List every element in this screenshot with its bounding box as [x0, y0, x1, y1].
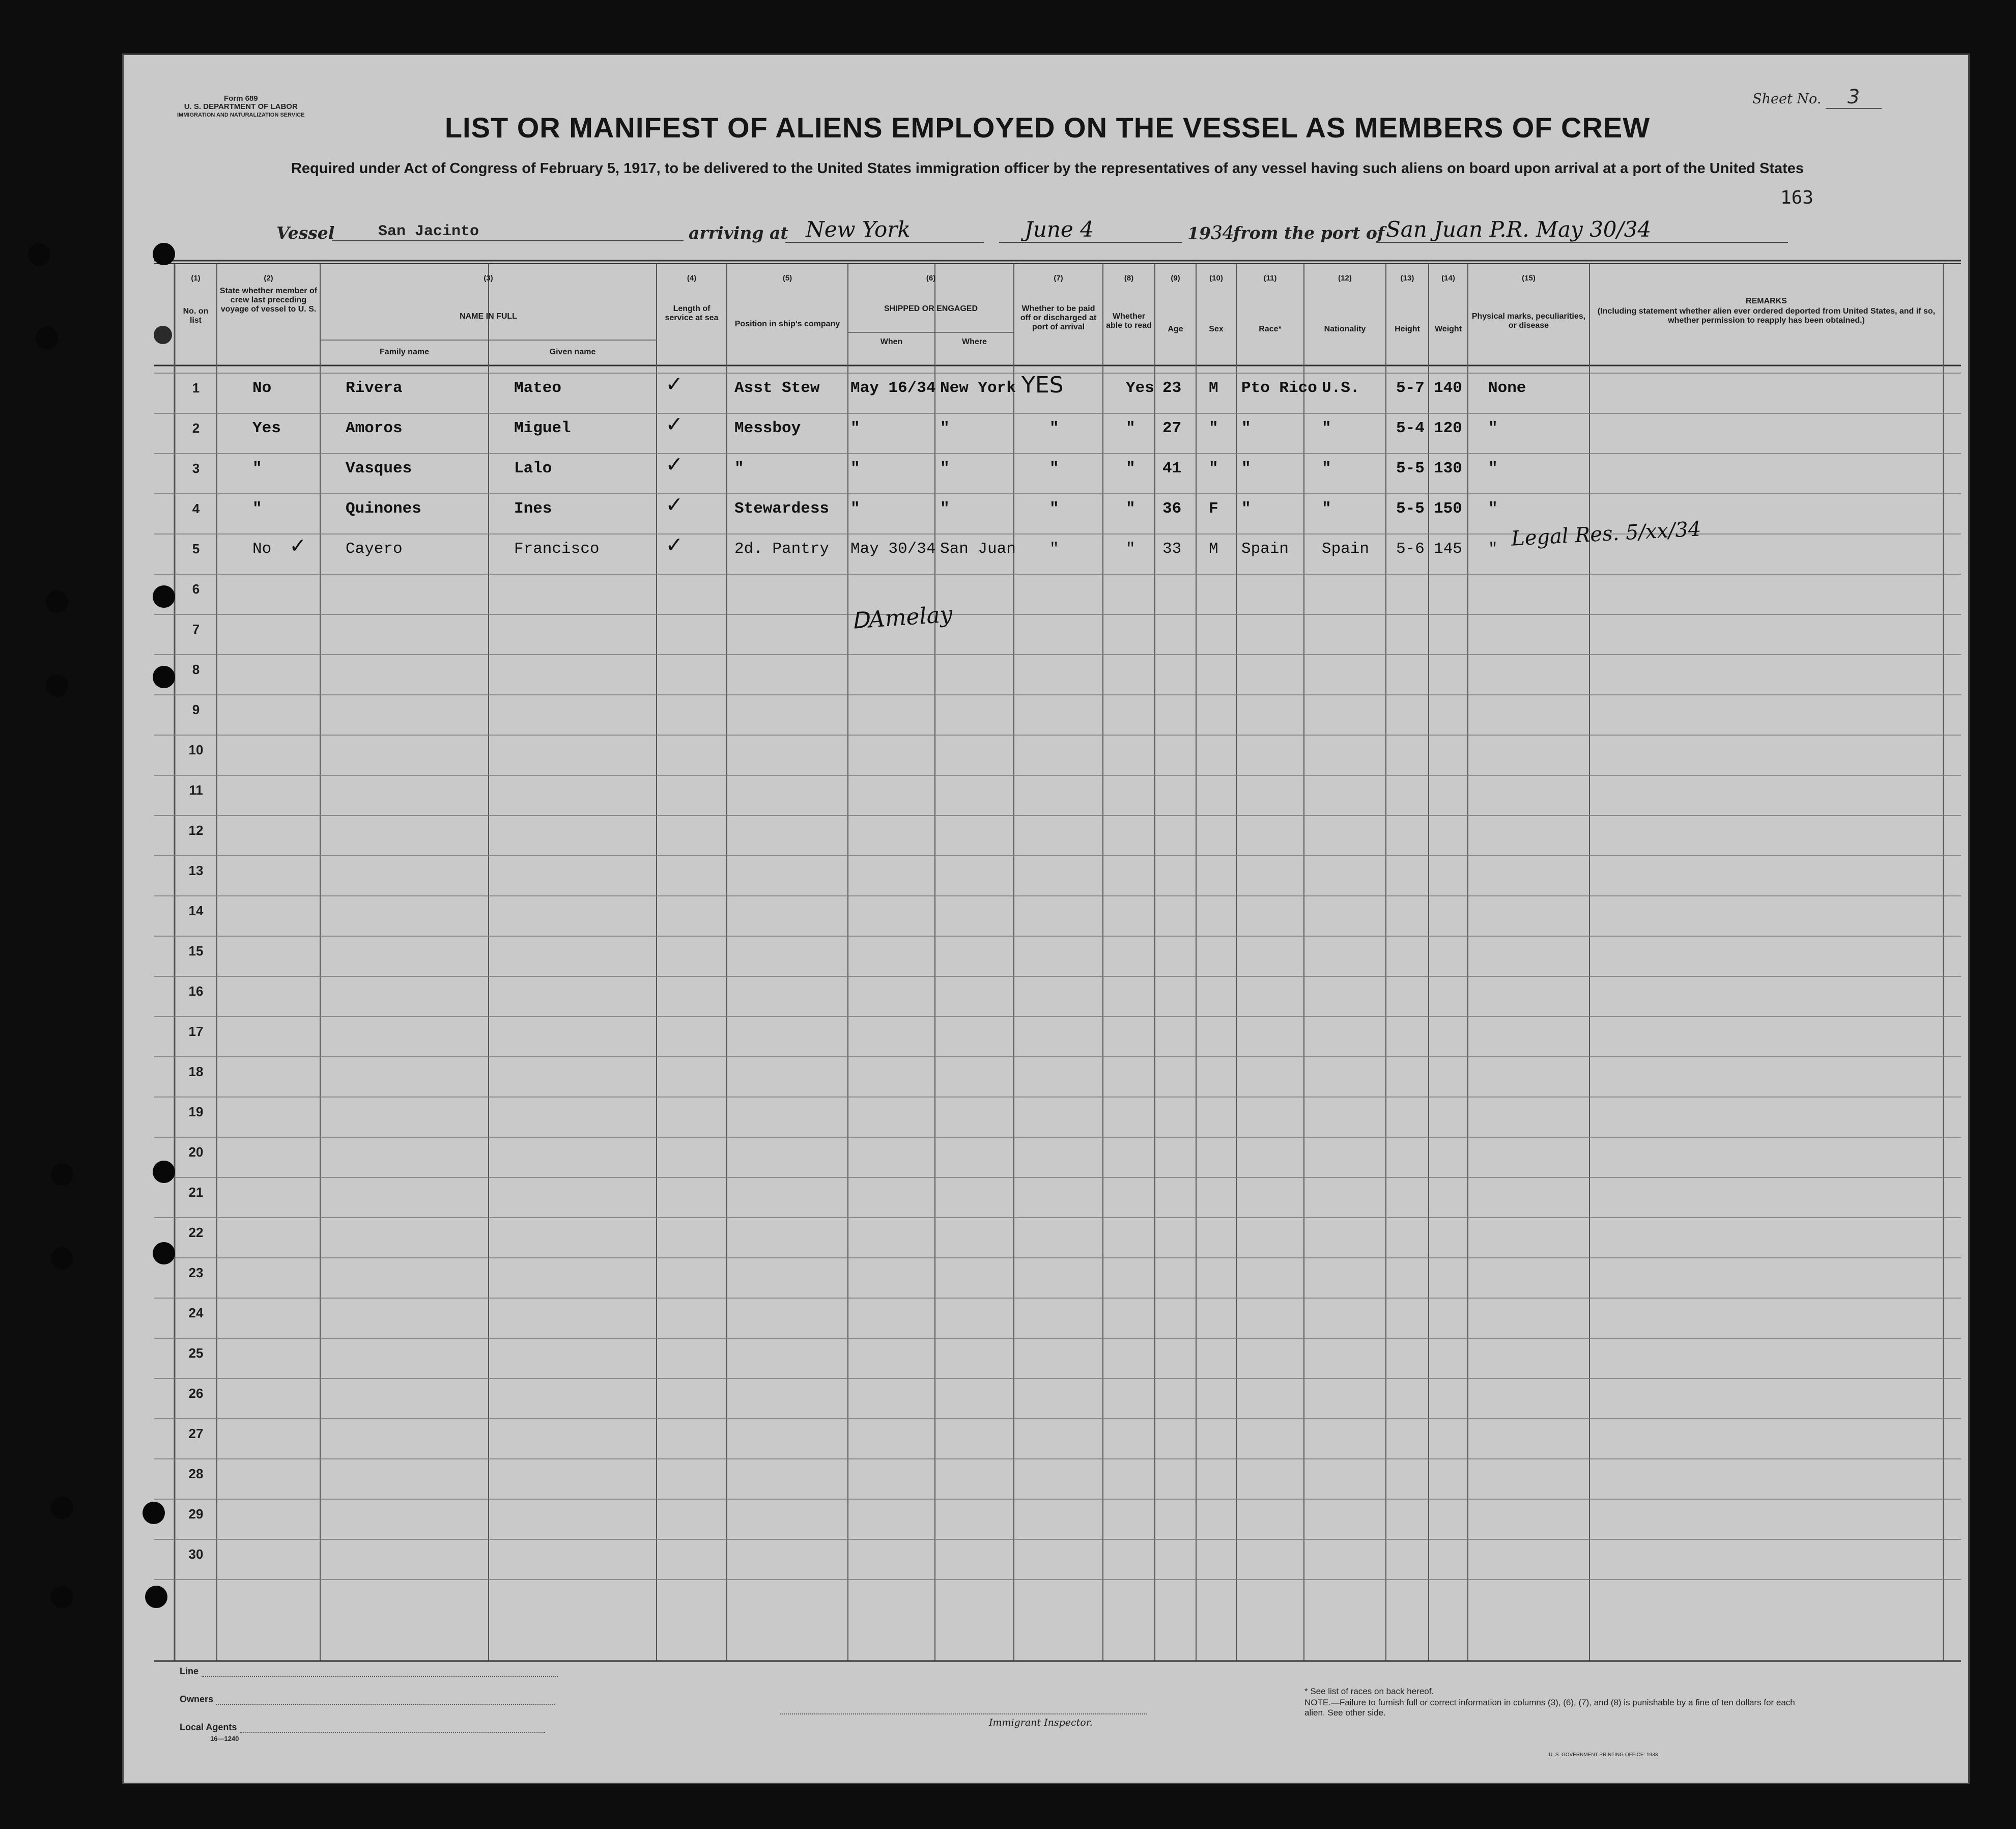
shipped-where-cell: San Juan: [940, 540, 1016, 558]
age-cell: 41: [1162, 460, 1182, 477]
column-header: Age: [1168, 325, 1183, 333]
able-to-read-cell: ": [1126, 500, 1135, 518]
row-number: 22: [188, 1225, 204, 1240]
column-header: Where: [962, 337, 987, 346]
binder-hole: [145, 1586, 167, 1608]
column-header: Height: [1395, 325, 1420, 333]
binder-hole: [51, 1247, 73, 1270]
prev-voyage-cell: No: [252, 379, 272, 397]
able-to-read-cell: ": [1126, 419, 1135, 437]
row-number: 27: [188, 1426, 204, 1441]
row-number: 16: [188, 983, 204, 999]
shipped-when-cell: May 30/34: [850, 540, 936, 558]
physical-marks-cell: None: [1488, 379, 1526, 397]
column-number: (10): [1209, 274, 1223, 283]
shipped-when-cell: May 16/34: [850, 379, 936, 397]
row-number: 9: [192, 702, 200, 717]
binder-hole: [143, 1502, 165, 1524]
column-number: (8): [1124, 274, 1134, 283]
column-number: (7): [1054, 274, 1063, 283]
column-header: Race*: [1259, 325, 1282, 333]
column-header: Whether able to read: [1106, 312, 1152, 330]
physical-marks-cell: ": [1488, 419, 1498, 437]
column-header: REMARKS: [1746, 297, 1787, 305]
shipped-where-cell: New York: [940, 379, 1016, 397]
shipped-where-cell: ": [940, 460, 950, 477]
weight-cell: 140: [1434, 379, 1462, 397]
given-name-cell: Francisco: [514, 540, 600, 558]
form-number: Form 689: [223, 94, 258, 103]
prev-voyage-cell: No: [252, 540, 272, 558]
nationality-cell: ": [1322, 419, 1331, 437]
weight-cell: 145: [1434, 540, 1462, 558]
remarks-cell: Legal Res. 5/xx/34: [1511, 517, 1702, 551]
column-header: Whether to be paid off or discharged at port of arrival: [1020, 304, 1097, 331]
sheet-number: 3: [1826, 86, 1882, 109]
column-number: (15): [1522, 274, 1536, 283]
column-number: (13): [1400, 274, 1414, 283]
service-check: ✓: [667, 412, 682, 439]
arrival-port: New York: [785, 217, 984, 243]
row-number: 4: [192, 501, 200, 516]
column-header: Nationality: [1324, 325, 1366, 333]
physical-marks-cell: ": [1488, 460, 1498, 477]
row-number: 21: [188, 1185, 204, 1200]
row-number: 5: [192, 541, 200, 556]
row-number: 26: [188, 1386, 204, 1401]
age-cell: 36: [1162, 500, 1182, 518]
able-to-read-cell: ": [1126, 540, 1135, 558]
weight-cell: 120: [1434, 419, 1462, 437]
service-check: ✓: [667, 452, 682, 480]
row-number: 7: [192, 622, 200, 637]
given-name-cell: Mateo: [514, 379, 562, 397]
departure-port: San Juan P.R. May 30/34: [1376, 217, 1788, 243]
height-cell: 5-4: [1396, 419, 1425, 437]
row-number: 19: [188, 1104, 204, 1119]
binder-hole: [153, 1161, 175, 1183]
row-number: 8: [192, 662, 200, 677]
shipped-where-cell: ": [940, 500, 950, 518]
column-header: No. on list: [183, 307, 209, 325]
owners-field: Owners: [180, 1694, 555, 1705]
service-name: IMMIGRATION AND NATURALIZATION SERVICE: [177, 112, 305, 118]
position-cell: Messboy: [734, 419, 801, 437]
row-number: 24: [188, 1305, 204, 1320]
binder-hole: [51, 1497, 73, 1519]
race-cell: Spain: [1241, 540, 1289, 558]
paid-off-cell: ": [1049, 540, 1059, 558]
department-name: U. S. DEPARTMENT OF LABOR: [184, 102, 298, 111]
paid-off-cell: ": [1049, 500, 1059, 518]
prev-voyage-cell: ": [252, 460, 262, 477]
inspector-label: Immigrant Inspector.: [989, 1717, 1093, 1728]
nationality-cell: U.S.: [1322, 379, 1360, 397]
page-title: LIST OR MANIFEST OF ALIENS EMPLOYED ON THE VESSEL AS MEMBERS OF CREW: [444, 111, 1651, 144]
column-header: Physical marks, peculiarities, or disease: [1471, 312, 1586, 330]
column-number: (12): [1338, 274, 1352, 283]
race-cell: ": [1241, 419, 1251, 437]
races-note: * See list of races on back hereof.: [1304, 1686, 1434, 1696]
column-header: When: [880, 337, 903, 346]
row-number: 14: [188, 903, 204, 918]
age-cell: 23: [1162, 379, 1182, 397]
inspector-signature-line: [780, 1713, 1147, 1714]
sex-cell: M: [1209, 379, 1218, 397]
row-number: 28: [188, 1466, 204, 1481]
column-header: SHIPPED OR ENGAGED: [884, 304, 978, 313]
row-number: 18: [188, 1064, 204, 1079]
binder-hole: [153, 666, 175, 688]
position-cell: ": [734, 460, 744, 477]
nationality-cell: Spain: [1322, 540, 1370, 558]
prev-voyage-check: ✓: [291, 533, 305, 560]
binder-hole: [153, 243, 175, 265]
binder-hole: [28, 243, 50, 266]
service-check: ✓: [667, 492, 682, 520]
row-number: 29: [188, 1506, 204, 1522]
shipped-where-cell: ": [940, 419, 950, 437]
column-header: Weight: [1434, 325, 1462, 333]
shipped-when-cell: ": [850, 419, 860, 437]
binder-hole: [46, 674, 68, 697]
shipped-when-cell: ": [850, 500, 860, 518]
race-cell: ": [1241, 500, 1251, 518]
position-cell: 2d. Pantry: [734, 540, 830, 558]
column-header: Given name: [549, 348, 596, 356]
row-number: 2: [192, 420, 200, 436]
race-cell: Pto Rico: [1241, 379, 1317, 397]
row-number: 1: [192, 380, 200, 396]
column-header: Position in ship's company: [734, 320, 840, 328]
column-number: (4): [687, 274, 697, 283]
paid-off-cell: ": [1049, 419, 1059, 437]
column-header: Family name: [380, 348, 429, 356]
column-number: (3): [484, 274, 493, 283]
penalty-note: NOTE.—Failure to furnish full or correct information in columns (3), (6), (7), and (8) is punishable by a fine of ten dollars for each alien. See other side.: [1304, 1698, 1795, 1718]
family-name-cell: Amoros: [346, 419, 403, 437]
row-number: 15: [188, 943, 204, 959]
height-cell: 5-6: [1396, 540, 1425, 558]
column-header: Length of service at sea: [665, 304, 719, 322]
row-number: 17: [188, 1024, 204, 1039]
family-name-cell: Quinones: [346, 500, 421, 518]
inspector-initials-signature: ꓓAmelay: [850, 601, 954, 634]
column-number: (5): [782, 274, 792, 283]
row-number: 12: [188, 823, 204, 838]
binder-hole: [51, 1586, 73, 1608]
vessel-label: Vessel: [276, 223, 335, 243]
column-header: Sex: [1209, 325, 1224, 333]
binder-hole: [36, 327, 58, 349]
able-to-read-cell: ": [1126, 460, 1135, 477]
height-cell: 5-5: [1396, 460, 1425, 477]
sheet-label: Sheet No.: [1752, 91, 1822, 107]
physical-marks-cell: ": [1488, 500, 1498, 518]
row-number: 6: [192, 581, 200, 597]
weight-cell: 150: [1434, 500, 1462, 518]
binder-hole: [153, 585, 175, 608]
able-to-read-cell: Yes: [1126, 379, 1154, 397]
weight-cell: 130: [1434, 460, 1462, 477]
binder-hole: [51, 1163, 73, 1186]
row-number: 23: [188, 1265, 204, 1280]
binder-hole: [153, 1242, 175, 1264]
column-number: (14): [1441, 274, 1455, 283]
service-check: ✓: [667, 532, 682, 560]
shipped-when-cell: ": [850, 460, 860, 477]
column-number: (2): [264, 274, 273, 283]
family-name-cell: Vasques: [346, 460, 412, 477]
column-number: (1): [191, 274, 201, 283]
page-subtitle: Required under Act of Congress of February 5, 1917, to be delivered to the United States immigration officer by the representatives of any vessel having such aliens on board upon arrival at a port of the United States: [291, 160, 1804, 177]
height-cell: 5-7: [1396, 379, 1425, 397]
row-number: 20: [188, 1144, 204, 1160]
sex-cell: F: [1209, 500, 1218, 518]
sex-cell: ": [1209, 419, 1218, 437]
column-header: (Including statement whether alien ever ordered deported from United States, and if so, whether permission to reapply has been obtained.): [1597, 307, 1936, 325]
position-cell: Asst Stew: [734, 379, 820, 397]
service-check: ✓: [667, 372, 682, 399]
paid-off-cell: ": [1049, 460, 1059, 477]
binder-hole: [46, 590, 68, 613]
given-name-cell: Ines: [514, 500, 552, 518]
prev-voyage-cell: Yes: [252, 419, 281, 437]
row-number: 13: [188, 863, 204, 878]
row-number: 30: [188, 1546, 204, 1562]
manifest-sheet: [122, 53, 1970, 1784]
column-header: State whether member of crew last preceding voyage of vessel to U. S.: [219, 287, 318, 314]
nationality-cell: ": [1322, 500, 1331, 518]
row-number: 25: [188, 1345, 204, 1361]
given-name-cell: Lalo: [514, 460, 552, 477]
race-cell: ": [1241, 460, 1251, 477]
row-number: 11: [189, 782, 203, 798]
physical-marks-cell: ": [1488, 540, 1498, 558]
sex-cell: M: [1209, 540, 1218, 558]
prev-voyage-cell: ": [252, 500, 262, 518]
nationality-cell: ": [1322, 460, 1331, 477]
from-port-label: from the port of: [1233, 223, 1385, 243]
sex-cell: ": [1209, 460, 1218, 477]
arriving-label: arriving at: [689, 223, 788, 243]
line-field: Line: [180, 1666, 558, 1677]
age-cell: 33: [1162, 540, 1182, 558]
given-name-cell: Miguel: [514, 419, 571, 437]
printer-line: U. S. GOVERNMENT PRINTING OFFICE: 1933: [1549, 1752, 1658, 1758]
column-header: NAME IN FULL: [460, 312, 517, 321]
form-code: 16—1240: [210, 1735, 239, 1742]
position-cell: Stewardess: [734, 500, 830, 518]
binder-hole: [154, 326, 172, 344]
family-name-cell: Rivera: [346, 379, 403, 397]
row-number: 3: [192, 461, 200, 476]
vessel-name: San Jacinto: [332, 223, 684, 241]
arrival-year: 1934: [1187, 223, 1234, 244]
page-number-stamp: 163: [1780, 187, 1814, 208]
local-agents-field: Local Agents: [180, 1722, 545, 1733]
column-number: (6): [926, 274, 936, 283]
age-cell: 27: [1162, 419, 1182, 437]
column-number: (11): [1263, 274, 1277, 283]
row-number: 10: [188, 742, 204, 757]
paid-off-cell: YES: [1021, 372, 1064, 398]
height-cell: 5-5: [1396, 500, 1425, 518]
arrival-date: June 4: [999, 217, 1182, 243]
family-name-cell: Cayero: [346, 540, 403, 558]
column-number: (9): [1171, 274, 1180, 283]
